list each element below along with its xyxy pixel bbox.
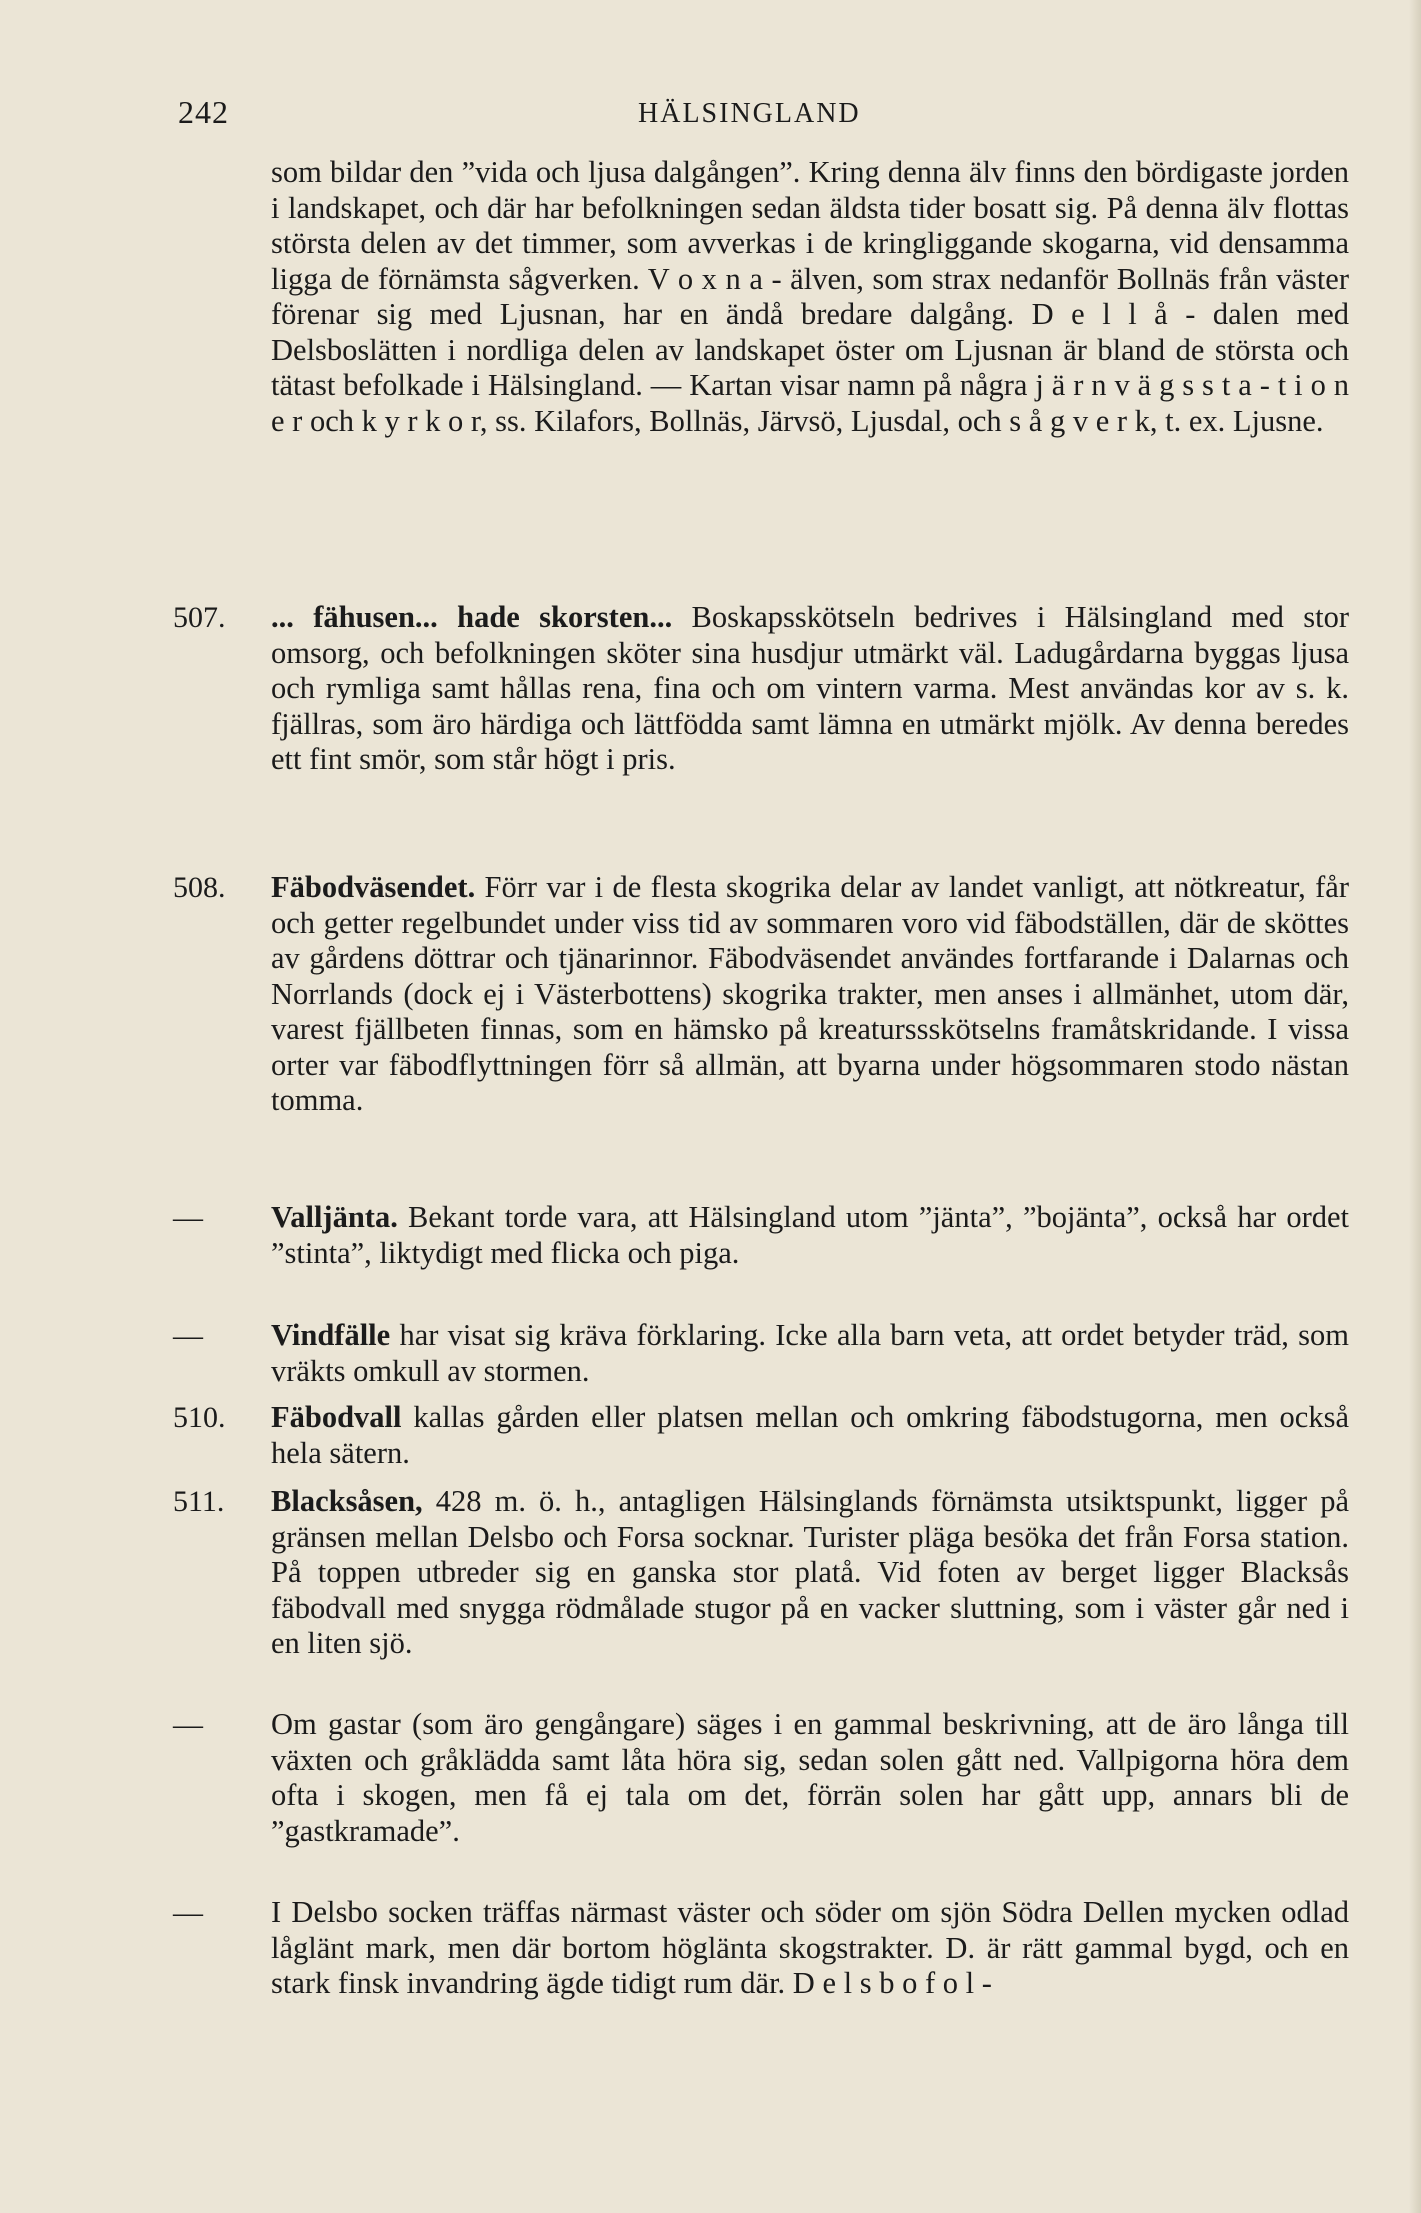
section-body [271,1400,1349,1471]
section-body [271,600,1349,778]
body-text: Boskapsskötseln bedrives i Hälsingland med stor omsorg, och befolkningen sköter sina husdjur utmärkt väl. Ladugårdarna byggas ljusa och rymliga samt hållas rena, fina och om vintern varma. Mest användas kor av s. k. fjällras, som äro härdiga och lättfödda samt lämna en utmärkt mjölk. Av denna beredes ett fint smör, som står högt i pris. [271,600,1350,776]
section-lead: Fäbodvall [271,1400,402,1434]
section-dash: — [173,1708,203,1741]
section-lead: Valljänta. [271,1200,398,1234]
section-lead: Fäbodväsendet. [271,870,476,904]
section-number: 510. [173,1401,226,1434]
body-text: 428 m. ö. h., antagligen Hälsinglands förnämsta utsiktspunkt, ligger på gränsen mellan Delsbo och Forsa socknar. Turister pläga besöka det från Forsa station. På toppen utbreder sig en ganska stor platå. Vid foten av berget ligger Blacksås fäbodvall med snygga rödmålade stugor på en vacker sluttning, som i väster går ned i en liten sjö. [271,1484,1349,1660]
running-head: HÄLSINGLAND [638,98,861,129]
section-body [271,1200,1349,1271]
section-body [271,870,1349,1119]
body-text: Förr var i de flesta skogrika delar av landet vanligt, att nötkreatur, får och getter regelbundet under viss tid av sommaren voro vid fäbodställen, där de sköttes av gårdens döttrar och tjänarinnor. Fäbodväsendet användes fortfarande i Dalarnas och Norrlands (dock ej i Västerbottens) skogrika trakter, men anses i allmänhet, utom där, varest fjällbeten finnas, som en hämsko på kreaturssskötselns framåtskridande. I vissa orter var fäbodflyttningen förr så allmän, att byarna under högsommaren stodo nästan tomma. [271,870,1349,1117]
section-body [271,1484,1349,1662]
page-header [178,94,1348,134]
page-number: 242 [178,94,229,130]
body-text: har visat sig kräva förklaring. Icke alla barn veta, att ordet betyder träd, som vräkts omkull av stormen. [271,1318,1349,1388]
section-number: 507. [173,601,226,634]
section-body [271,1707,1349,1849]
section-lead: ... fähusen... hade skorsten... [271,600,673,634]
section-number: 511. [173,1485,225,1518]
section-dash: — [173,1896,203,1929]
body-text: som bildar den ”vida och ljusa dalgången”. Kring denna älv finns den bördigaste jorden i landskapet, och där har befolkningen sedan äldsta tider bosatt sig. På denna älv flottas största delen av det timmer, som avverkas i de kringliggande skogarna, vid densamma ligga de förnämsta sågverken. V o x n a - älven, som strax nedanför Bollnäs från väster förenar sig med Ljusnan, har en ändå bredare dalgång. D e l l å - dalen med Delsboslätten i nordliga delen av landskapet öster om Ljusnan är bland de största och tätast befolkade i Hälsingland. — Kartan visar namn på några j ä r n v ä g s s t a - t i o n e r och k y r k o r, ss. Kilafors, Bollnäs, Järvsö, Ljusdal, och s å g v e r k, t. ex. Ljusne. [271,155,1349,438]
section-dash: — [173,1201,203,1234]
body-text: Bekant torde vara, att Hälsingland utom ”jänta”, ”bojänta”, också har ordet ”stinta”, liktydigt med flicka och piga. [271,1200,1349,1270]
section-body [271,1895,1349,2002]
section-lead: Vindfälle [271,1318,391,1352]
body-text: Om gastar (som äro gengångare) säges i en gammal beskrivning, att de äro långa till växten och gråklädda samt låta höra sig, sedan solen gått ned. Vallpigorna höra dem ofta i skogen, men få ej tala om det, förrän solen har gått upp, annars bli de ”gastkramade”. [271,1707,1349,1848]
body-text: I Delsbo socken träffas närmast väster och söder om sjön Södra Dellen mycken odlad låglänt mark, men där bortom högläntа skogstrakter. D. är rätt gammal bygd, och en stark finsk invandring ägde tidigt rum där. D e l s b o f o l - [271,1895,1349,2000]
page-edge-shadow [1409,0,1421,2213]
body-text: kallas gården eller platsen mellan och omkring fäbodstugorna, men också hela sätern. [271,1400,1349,1470]
section-dash: — [173,1319,203,1352]
section-body [271,155,1349,439]
section-lead: Blacksåsen, [271,1484,423,1518]
section-number: 508. [173,871,226,904]
section-body [271,1318,1349,1389]
